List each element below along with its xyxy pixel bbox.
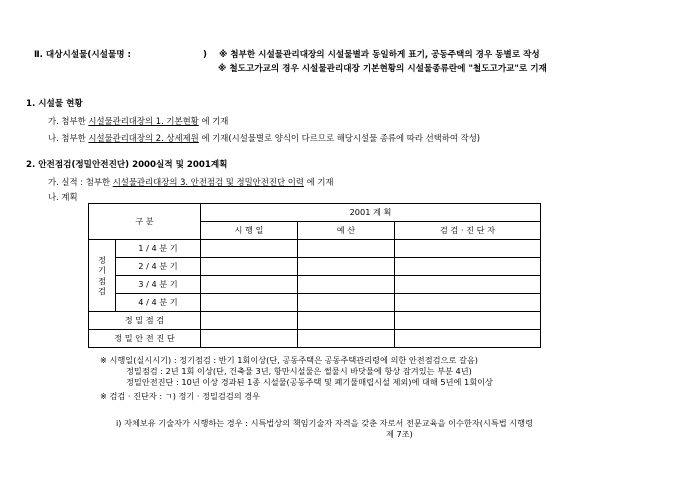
section-2-item-a-tail: 에 기재	[306, 177, 334, 187]
cell-date[interactable]	[201, 258, 298, 276]
cell-date[interactable]	[201, 312, 298, 330]
cell-inspector[interactable]	[395, 258, 541, 276]
section-1-item-a-label: 가. 첨부한	[48, 116, 86, 126]
header-col-budget: 예 산	[298, 222, 395, 240]
table-row	[89, 294, 541, 312]
row-group-label-text: 정 기 점 검	[98, 255, 106, 296]
section-1-item-b	[48, 133, 480, 144]
table-header-row-1	[89, 204, 541, 222]
header-col-date: 시 행 일	[201, 222, 298, 240]
cell-date[interactable]	[201, 276, 298, 294]
note-inspector-detail-line2: 제 7조)	[386, 429, 413, 440]
row-label: 2 / 4 분 기	[116, 258, 201, 276]
table-row	[89, 330, 541, 348]
cell-inspector[interactable]	[395, 330, 541, 348]
row-label-precision-check: 정 밀 점 검	[89, 312, 201, 330]
row-label: 1 / 4 분 기	[116, 240, 201, 258]
note-schedule	[100, 355, 493, 388]
note-inspector-detail-line1: ⅰ) 자체보유 기술자가 시행하는 경우 : 시특법상의 책임기술자 자격을 갖춘 자로서 전문교육을 이수한자(시특법 시행령	[116, 418, 533, 428]
section-1-item-b-label: 나. 첨부한	[48, 133, 86, 143]
section-2-item-a-label: 가. 실적 : 첨부한	[48, 177, 111, 187]
note-schedule-line3: 정밀안전진단 : 10년 이상 경과된 1종 시설물(공동주택 및 폐기물매립시설 제외)에 대해 5년에 1회이상	[126, 377, 493, 388]
table-row	[89, 240, 541, 258]
cell-budget[interactable]	[298, 240, 395, 258]
section-2-item-b: 나. 계획	[48, 192, 78, 202]
section-1-title: 1. 시설물 현황	[26, 99, 83, 109]
cell-inspector[interactable]	[395, 276, 541, 294]
cell-budget[interactable]	[298, 258, 395, 276]
section-2-title: 2. 안전점검(정밀안전진단) 2000실적 및 2001계획	[26, 160, 228, 170]
cell-date[interactable]	[201, 294, 298, 312]
section-2-item-a-underline: 시설물관리대장의 3. 안전점검 및 정밀안전진단 이력	[112, 177, 304, 187]
cell-budget[interactable]	[298, 312, 395, 330]
note-inspector: ※ 검검 · 진단자 : ㄱ) 정기 · 정밀검검의 경우	[100, 391, 261, 401]
note-inspector-detail	[116, 418, 533, 440]
row-label-safety-diagnosis: 정 밀 안 전 진 단	[89, 330, 201, 348]
plan-table-wrapper	[88, 203, 541, 348]
cell-budget[interactable]	[298, 276, 395, 294]
table-row	[89, 258, 541, 276]
section-ii-heading	[34, 50, 540, 62]
section-1-item-b-tail: 에 기재(시설물별로 양식이 다르므로 해당시설물 종류에 따라 선택하여 작성)	[201, 133, 481, 143]
section-ii-blank-close: )	[203, 50, 207, 60]
section-1-item-b-underline: 시설물관리대장의 2. 상세제원	[88, 133, 199, 143]
table-row	[89, 276, 541, 294]
section-ii-note2: ※ 철도고가교의 경우 시설물관리대장 기본현황의 시설물종류란에 "철도고가교"로 기재	[218, 64, 547, 74]
cell-budget[interactable]	[298, 294, 395, 312]
cell-inspector[interactable]	[395, 312, 541, 330]
row-group-label	[89, 240, 116, 312]
table-row	[89, 312, 541, 330]
note-schedule-line2: 정밀점검 : 2년 1회 이상(단, 건축물 3년, 항만시설물은 썰물시 바닷물에 항상 잠겨있는 부분 4년)	[126, 366, 472, 377]
cell-date[interactable]	[201, 240, 298, 258]
note-schedule-line1: ※ 시행일(실시시기) : 정기점검 : 반기 1회이상(단, 공동주택은 공동주택관리령에 의한 안전점검으로 갈음)	[100, 355, 478, 365]
cell-inspector[interactable]	[395, 240, 541, 258]
header-division: 구 분	[89, 204, 201, 240]
section-1-item-a-tail: 에 기재	[201, 116, 229, 126]
header-year-plan: 2001 계 획	[201, 204, 541, 222]
cell-date[interactable]	[201, 330, 298, 348]
section-1-item-a-underline: 시설물관리대장의 1. 기본현황	[88, 116, 199, 126]
row-label: 3 / 4 분 기	[116, 276, 201, 294]
header-col-inspector: 검 검 · 진 단 자	[395, 222, 541, 240]
section-ii-note: ※ 첨부한 시설물관리대장의 시설물별과 동일하게 표기, 공동주택의 경우 동별로 작성	[218, 50, 540, 60]
cell-inspector[interactable]	[395, 294, 541, 312]
cell-budget[interactable]	[298, 330, 395, 348]
section-ii-prefix: Ⅱ. 대상시설물(시설물명 :	[34, 50, 131, 60]
plan-table	[88, 203, 541, 348]
section-1-item-a	[48, 116, 228, 127]
row-label: 4 / 4 분 기	[116, 294, 201, 312]
section-2-item-a	[48, 177, 334, 188]
